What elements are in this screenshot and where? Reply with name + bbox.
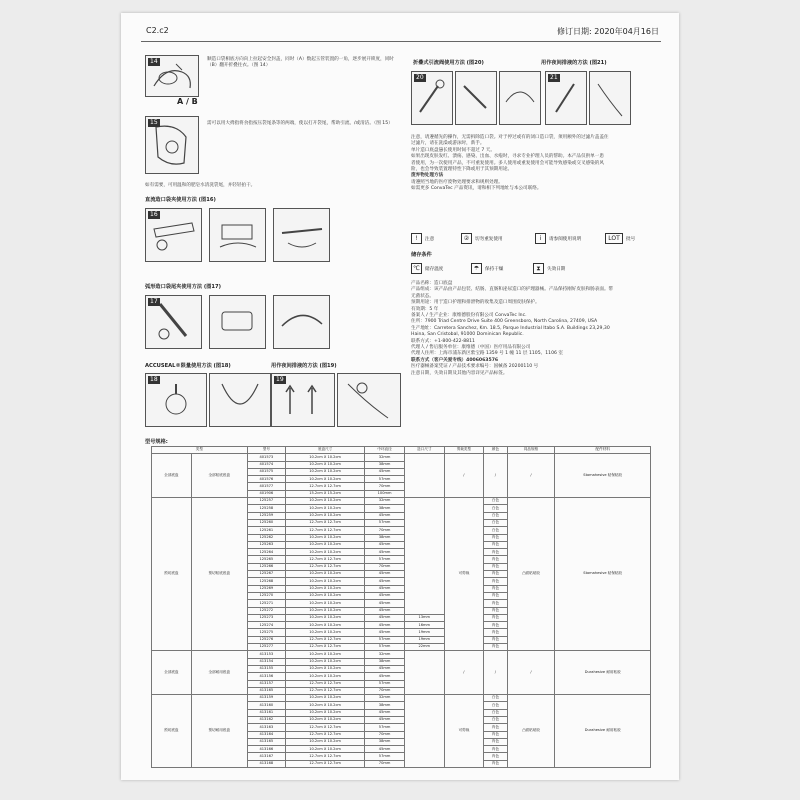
spec-model-cell: 413161 (247, 709, 285, 716)
spec-model-cell: 125257 (247, 498, 285, 505)
spec-size-cell: 10.2cm X 10.2cm (285, 607, 364, 614)
spec-ring-cell: 45mm (365, 512, 405, 519)
spec-product-cell: / (507, 651, 555, 695)
hourglass-icon: ⧗ (533, 263, 544, 274)
spec-color-cell: 肉色 (484, 622, 507, 629)
spec-ring-cell: 70mm (365, 563, 405, 570)
spec-product-cell: 凸面粘贴胶 (507, 695, 555, 768)
step15-illustration (145, 116, 199, 174)
spec-size-cell: 10.2cm X 10.2cm (285, 629, 364, 636)
spec-model-cell: 413168 (247, 760, 285, 767)
spec-table (151, 446, 651, 768)
fig16-illustration-2 (209, 208, 266, 262)
spec-ring-cell: 100mm (365, 490, 405, 497)
spec-model-cell: 125276 (247, 636, 285, 643)
spec-stoma-cell (404, 651, 444, 695)
spec-color-cell: 白色 (484, 512, 507, 519)
fig17-illustration-3 (273, 295, 330, 349)
spec-size-cell: 10.2cm X 10.2cm (285, 746, 364, 753)
spec-size-cell: 10.2cm X 10.2cm (285, 549, 364, 556)
spec-color-cell: 白色 (484, 695, 507, 702)
spec-model-cell: 125270 (247, 592, 285, 599)
spec-size-cell: 12.7cm X 12.7cm (285, 519, 364, 526)
fig19-illustration-2 (337, 373, 401, 427)
spec-size-cell: 12.7cm X 12.7cm (285, 527, 364, 534)
spec-size-cell: 10.2cm X 10.2cm (285, 512, 364, 519)
spec-model-cell: 125266 (247, 563, 285, 570)
spec-ring-cell: 45mm (365, 585, 405, 592)
spec-size-cell: 10.2cm X 10.2cm (285, 600, 364, 607)
spec-ring-cell: 45mm (365, 665, 405, 672)
spec-stoma-cell: 19mm (404, 629, 444, 636)
spec-ring-cell: 70mm (365, 731, 405, 738)
spec-color-cell: 肉色 (484, 760, 507, 767)
spec-color-cell: 肉色 (484, 614, 507, 621)
spec-color-cell: 肉色 (484, 556, 507, 563)
spec-size-cell: 12.7cm X 12.7cm (285, 563, 364, 570)
spec-ring-cell: 38mm (365, 738, 405, 745)
spec-ring-cell: 45mm (365, 549, 405, 556)
spec-size-cell: 12.7cm X 12.7cm (285, 680, 364, 687)
caution-icon: ! (411, 233, 422, 244)
spec-size-cell: 12.7cm X 12.7cm (285, 644, 364, 651)
spec-color-cell: 肉色 (484, 563, 507, 570)
spec-model-cell: 125274 (247, 622, 285, 629)
symbol-no-reuse: ② 切勿重复使用 (461, 233, 503, 244)
spec-header-cell: 配件材料 (555, 447, 651, 454)
spec-ring-cell: 45mm (365, 716, 405, 723)
spec-model-cell: 413159 (247, 695, 285, 702)
spec-row (152, 695, 651, 702)
spec-ring-cell: 38mm (365, 505, 405, 512)
spec-ring-cell: 38mm (365, 461, 405, 468)
spec-size-cell: 10.2cm X 10.2cm (285, 498, 364, 505)
spec-size-cell: 10.2cm X 10.2cm (285, 716, 364, 723)
spec-ring-cell: 57mm (365, 636, 405, 643)
spec-cut-cell: / (444, 454, 484, 498)
spec-model-cell: 125261 (247, 527, 285, 534)
spec-cut-cell: 可剪裁 (444, 695, 484, 768)
spec-type-cell: 全部底盘 (152, 454, 192, 498)
spec-cut-cell: / (444, 651, 484, 695)
spec-color-cell: / (484, 651, 507, 695)
spec-ring-cell: 70mm (365, 527, 405, 534)
fig20-number: 20 (416, 74, 424, 81)
spec-color-cell: 肉色 (484, 738, 507, 745)
spec-size-cell: 10.2cm X 10.2cm (285, 622, 364, 629)
fig18-illustration-1 (145, 373, 207, 427)
spec-size-cell: 10.2cm X 10.2cm (285, 673, 364, 680)
fig20-illustration-3 (499, 71, 541, 125)
spec-size-cell: 10.2cm X 10.2cm (285, 665, 364, 672)
spec-model-cell: 125262 (247, 534, 285, 541)
revision-date: 修订日期: 2020年04月16日 (557, 27, 659, 36)
spec-size-cell: 12.7cm X 12.7cm (285, 753, 364, 760)
fig18-number: 18 (150, 376, 158, 383)
spec-ring-cell: 57mm (365, 644, 405, 651)
spec-model-cell: 125264 (247, 549, 285, 556)
step14-illustration (145, 55, 199, 97)
spec-size-cell: 10.2cm X 10.2cm (285, 614, 364, 621)
fig21-number: 21 (550, 74, 558, 81)
spec-model-cell: 125259 (247, 512, 285, 519)
spec-ring-cell: 57mm (365, 519, 405, 526)
spec-ring-cell: 32mm (365, 695, 405, 702)
storage-title: 储存条件 (411, 252, 432, 258)
spec-color-cell: 肉色 (484, 607, 507, 614)
spec-header-cell: 类型 (152, 447, 248, 454)
spec-model-cell: 401576 (247, 476, 285, 483)
spec-product-cell: 凸面粘贴胶 (507, 498, 555, 651)
spec-color-cell: 肉色 (484, 629, 507, 636)
lot-icon: LOT (605, 233, 623, 244)
spec-model-cell: 413163 (247, 724, 285, 731)
spec-model-cell: 413154 (247, 658, 285, 665)
spec-size-cell: 10.2cm X 10.2cm (285, 454, 364, 461)
spec-ring-cell: 57mm (365, 724, 405, 731)
spec-size-cell: 12.7cm X 12.7cm (285, 760, 364, 767)
spec-ring-cell: 45mm (365, 468, 405, 475)
spec-ring-cell: 45mm (365, 541, 405, 548)
spec-color-cell: 白色 (484, 702, 507, 709)
spec-ring-cell: 45mm (365, 709, 405, 716)
spec-color-cell: 肉色 (484, 549, 507, 556)
spec-model-cell: 125260 (247, 519, 285, 526)
spec-color-cell: / (484, 454, 507, 498)
spec-color-cell: 白色 (484, 709, 507, 716)
spec-size-cell: 12.7cm X 12.7cm (285, 687, 364, 694)
fig19-illustration-1 (271, 373, 335, 427)
spec-row (152, 454, 651, 461)
spec-ring-cell: 45mm (365, 571, 405, 578)
spec-ring-cell: 45mm (365, 629, 405, 636)
spec-model-cell: 401906 (247, 490, 285, 497)
fig18-caption: ACCUSEAL®限量使用方法 (图18) (145, 363, 231, 369)
spec-size-cell: 10.2cm X 10.2cm (285, 658, 364, 665)
spec-ring-cell: 57mm (365, 556, 405, 563)
spec-type-cell: 预切底盘 (152, 695, 192, 768)
spec-header-cell: 造口尺寸 (404, 447, 444, 454)
spec-ring-cell: 70mm (365, 760, 405, 767)
spec-ring-cell: 45mm (365, 607, 405, 614)
spec-subtype-cell: 全部粘底底盘 (191, 454, 247, 498)
no-reuse-icon: ② (461, 233, 472, 244)
fig16-illustration-3 (273, 208, 330, 262)
spec-header-cell: 型号 (247, 447, 285, 454)
spec-row (152, 651, 651, 658)
thermometer-icon: ℃ (411, 263, 422, 274)
document-code: C2.c2 (146, 26, 169, 35)
spec-model-cell: 413165 (247, 687, 285, 694)
step14-number: 14 (150, 58, 158, 65)
fig19-caption: 用作夜间排液的方法 (图19) (271, 363, 337, 369)
spec-size-cell: 12.7cm X 12.7cm (285, 724, 364, 731)
product-info: 产品名称：造口底盘 产品组成：该产品由产品包装、结肠、直肠和泌尿造口的护理器械。产品保持刚好皮肤和肠表面。带 无菌状态。 预期用途：用于造口护理和排泄物的收集及造口周围皮肤保护。 有效期：5 年 备案人 / 生产企业：康维德股份有限公司 ConvaTec Inc. 住所：7900 Triad Centre Drive Suite 400 Greensboro, North Carolina, 27409, USA 生产地址：Carretera Sanchez, Km. 18.5, Parque Industrial Itabo S.A. Buildings 23,29,30 Haina, San Cristobal, 91000 Dominican Republic. 联系方式：+1-800-422-8811 代理人 / 售后服务单位：康维德（中国）医疗用品有限公司 代理人住所：上海市浦东新区紫宝路 1359 号 1 幢 11 层 1105、1106 室 联系方式（客户关爱专线）4006063576 医疗器械备案凭证 / 产品技术要求编号：国械备 20200110 号 注意日期，失效日期及其他内容详见产品标签。 (411, 281, 614, 376)
spec-model-cell: 125268 (247, 578, 285, 585)
spec-size-cell: 10.2cm X 10.2cm (285, 585, 364, 592)
header-divider (141, 41, 661, 42)
step15-note: 如有需要，可用温和的肥皂水清洗袋尾，并轻轻拍干。 (145, 183, 256, 188)
step15-text: 需可以用大拇指将食指按压袋尾条等的两端，使以打开袋尾，帮助引流、/或清洁。（图 15） (207, 121, 393, 126)
spec-color-cell: 肉色 (484, 644, 507, 651)
spec-model-cell: 125258 (247, 505, 285, 512)
spec-size-cell: 12.7cm X 12.7cm (285, 731, 364, 738)
spec-color-cell: 肉色 (484, 731, 507, 738)
spec-stoma-cell: 16mm (404, 622, 444, 629)
disposal-title: 废弃物处理方法 (411, 173, 444, 179)
spec-material-cell: Durahesive 耐用粘胶 (555, 695, 651, 768)
step14-text: 顺造口袋相底方向向上拉起安全封盖，同时（A）数起玉管装置的一角，逐步展开锁度，同时（B）翻开折叠往衣。（图 14） (207, 57, 394, 69)
spec-subtype-cell: 全部耐用底盘 (191, 651, 247, 695)
spec-ring-cell: 38mm (365, 702, 405, 709)
spec-model-cell: 125277 (247, 644, 285, 651)
spec-size-cell: 10.2cm X 10.2cm (285, 738, 364, 745)
spec-color-cell: 肉色 (484, 746, 507, 753)
spec-material-cell: Durahesive 耐用粘胶 (555, 651, 651, 695)
symbol-lot: LOT 批号 (605, 233, 635, 244)
spec-model-cell: 413157 (247, 680, 285, 687)
book-icon: i (535, 233, 546, 244)
spec-model-cell: 413166 (247, 746, 285, 753)
spec-size-cell: 12.7cm X 12.7cm (285, 556, 364, 563)
spec-ring-cell: 45mm (365, 614, 405, 621)
spec-ring-cell: 32mm (365, 498, 405, 505)
spec-color-cell: 肉色 (484, 571, 507, 578)
spec-ring-cell: 45mm (365, 592, 405, 599)
spec-model-cell: 125265 (247, 556, 285, 563)
spec-stoma-cell (404, 454, 444, 498)
spec-size-cell: 15.2cm X 15.2cm (285, 490, 364, 497)
spec-model-cell: 413160 (247, 702, 285, 709)
spec-size-cell: 10.2cm X 10.2cm (285, 702, 364, 709)
spec-size-cell: 10.2cm X 10.2cm (285, 709, 364, 716)
spec-model-cell: 125267 (247, 571, 285, 578)
spec-ring-cell: 32mm (365, 454, 405, 461)
spec-stoma-cell: 13mm (404, 614, 444, 621)
spec-size-cell: 12.7cm X 12.7cm (285, 636, 364, 643)
spec-model-cell: 413155 (247, 665, 285, 672)
step14-ab-label: A / B (177, 97, 198, 106)
spec-subtype-cell: 预切耐用底盘 (191, 695, 247, 768)
spec-header-cell: 中环直径 (365, 447, 405, 454)
fig17-illustration-1 (145, 295, 202, 349)
fig17-caption: 弧形造口袋尾夹使用方法 (图17) (145, 284, 222, 290)
spec-model-cell: 401573 (247, 454, 285, 461)
spec-model-cell: 125263 (247, 541, 285, 548)
spec-ring-cell: 57mm (365, 476, 405, 483)
spec-color-cell: 肉色 (484, 753, 507, 760)
fig16-illustration-1 (145, 208, 202, 262)
fig21-illustration-1 (545, 71, 587, 125)
spec-row (152, 498, 651, 505)
spec-size-cell: 10.2cm X 10.2cm (285, 505, 364, 512)
spec-type-cell: 预切底盘 (152, 498, 192, 651)
spec-header-cell: 剪裁类型 (444, 447, 484, 454)
fig16-number: 16 (150, 211, 158, 218)
spec-color-cell: 肉色 (484, 600, 507, 607)
storage-temp: ℃ 储存温度 (411, 263, 443, 274)
spec-model-cell: 413167 (247, 753, 285, 760)
storage-expiry: ⧗ 失效日期 (533, 263, 565, 274)
spec-size-cell: 10.2cm X 10.2cm (285, 695, 364, 702)
spec-size-cell: 12.7cm X 12.7cm (285, 483, 364, 490)
step15-number: 15 (150, 119, 158, 126)
spec-color-cell: 白色 (484, 527, 507, 534)
spec-model-cell: 125271 (247, 600, 285, 607)
spec-ring-cell: 57mm (365, 680, 405, 687)
spec-color-cell: 白色 (484, 498, 507, 505)
instruction-sheet (121, 13, 679, 780)
spec-model-cell: 401577 (247, 483, 285, 490)
fig20-illustration-2 (455, 71, 497, 125)
spec-model-cell: 413165 (247, 738, 285, 745)
spec-ring-cell: 38mm (365, 658, 405, 665)
symbol-caution: ! 注意 (411, 233, 434, 244)
spec-color-cell: 肉色 (484, 724, 507, 731)
spec-model-cell: 125272 (247, 607, 285, 614)
spec-ring-cell: 45mm (365, 673, 405, 680)
spec-model-cell: 413156 (247, 673, 285, 680)
spec-type-cell: 全部底盘 (152, 651, 192, 695)
spec-color-cell: 白色 (484, 519, 507, 526)
spec-model-cell: 413162 (247, 716, 285, 723)
usage-notes: 注意，请遵循先的操作，无需拆除造口袋。对于停过或有的闭口造口袋，须用额外的过滤片盖盖住 过滤片，请在洗澡或游泳时，新手。 单片造口底盘悬长使用时间不超过 7 天。 如果出现皮肤发红、溃疡、感染、出血、水疱时，寻求专业护理人员的帮助。本产品仅供单一患 者使用，为一次使用产品，不可重复使用。多人使用或重复使用会可能导致感染或交叉感染的风 险，也会导致装置理特性下降或用于其预期用途。 废弃物处理方法 请遵照当地的医疗废物处理要求和规则处理。 如需更多 ConvaTec 产品资讯，请和相下列地址与本公司联络。 (411, 135, 661, 193)
spec-ring-cell: 70mm (365, 483, 405, 490)
spec-header-cell: 同品规格 (507, 447, 555, 454)
spec-stoma-cell (404, 695, 444, 768)
spec-size-cell: 10.2cm X 10.2cm (285, 578, 364, 585)
fig19-number: 19 (276, 376, 284, 383)
spec-color-cell: 肉色 (484, 636, 507, 643)
spec-size-cell: 10.2cm X 10.2cm (285, 571, 364, 578)
spec-color-cell: 肉色 (484, 578, 507, 585)
spec-size-cell: 10.2cm X 10.2cm (285, 592, 364, 599)
spec-ring-cell: 45mm (365, 578, 405, 585)
spec-color-cell: 白色 (484, 716, 507, 723)
spec-color-cell: 肉色 (484, 541, 507, 548)
spec-size-cell: 10.2cm X 10.2cm (285, 534, 364, 541)
spec-cut-cell: 可剪裁 (444, 498, 484, 651)
spec-color-cell: 肉色 (484, 534, 507, 541)
spec-product-cell: / (507, 454, 555, 498)
spec-color-cell: 肉色 (484, 585, 507, 592)
spec-size-cell: 10.2cm X 10.2cm (285, 651, 364, 658)
spec-subtype-cell: 预切粘底底盘 (191, 498, 247, 651)
spec-model-cell: 125275 (247, 629, 285, 636)
spec-stoma-cell: 22mm (404, 644, 444, 651)
spec-header-cell: 颜色 (484, 447, 507, 454)
fig21-caption: 用作夜间排液的方法 (图21) (541, 60, 607, 66)
spec-material-cell: Stomahesive 粘保粘胶 (555, 498, 651, 651)
storage-dry: ☂ 保持干燥 (471, 263, 503, 274)
spec-ring-cell: 45mm (365, 746, 405, 753)
spec-model-cell: 413153 (247, 651, 285, 658)
spec-size-cell: 10.2cm X 10.2cm (285, 476, 364, 483)
spec-ring-cell: 57mm (365, 753, 405, 760)
fig20-illustration-1 (411, 71, 453, 125)
spec-size-cell: 10.2cm X 10.2cm (285, 461, 364, 468)
spec-color-cell: 白色 (484, 505, 507, 512)
fig20-caption: 折叠式引流阀使用方法 (图20) (413, 60, 484, 66)
fig16-caption: 直流造口袋夹使用方法 (图16) (145, 197, 216, 203)
spec-ring-cell: 70mm (365, 687, 405, 694)
fig17-number: 17 (150, 298, 158, 305)
spec-model-cell: 125269 (247, 585, 285, 592)
spec-ring-cell: 38mm (365, 534, 405, 541)
spec-model-cell: 401575 (247, 468, 285, 475)
umbrella-icon: ☂ (471, 263, 482, 274)
spec-title: 型号规格: (145, 439, 168, 445)
spec-color-cell: 肉色 (484, 592, 507, 599)
spec-ring-cell: 32mm (365, 651, 405, 658)
spec-stoma-cell (404, 498, 444, 615)
spec-ring-cell: 45mm (365, 622, 405, 629)
spec-size-cell: 10.2cm X 10.2cm (285, 541, 364, 548)
spec-header-cell: 底盘尺寸 (285, 447, 364, 454)
fig21-illustration-2 (589, 71, 631, 125)
spec-model-cell: 125273 (247, 614, 285, 621)
spec-ring-cell: 45mm (365, 600, 405, 607)
spec-size-cell: 10.2cm X 10.2cm (285, 468, 364, 475)
spec-stoma-cell: 19mm (404, 636, 444, 643)
fig17-illustration-2 (209, 295, 266, 349)
spec-material-cell: Stomahesive 粘保粘胶 (555, 454, 651, 498)
spec-model-cell: 413164 (247, 731, 285, 738)
symbol-instructions: i 请参阅使用说明 (535, 233, 581, 244)
spec-model-cell: 401574 (247, 461, 285, 468)
fig18-illustration-2 (209, 373, 271, 427)
